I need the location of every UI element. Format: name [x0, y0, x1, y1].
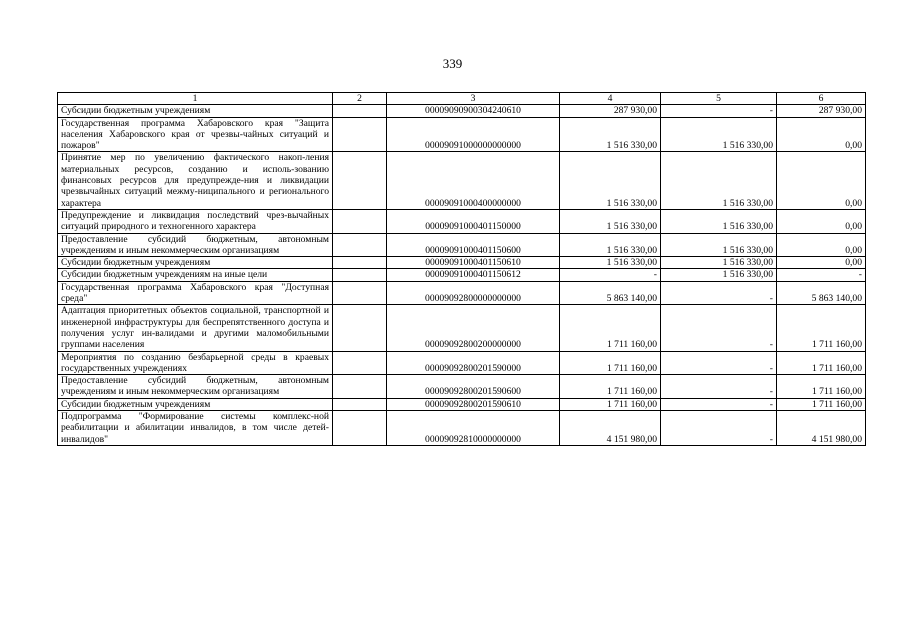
- column-header: 6: [777, 93, 866, 105]
- value-column-5: 1 516 330,00: [661, 117, 777, 152]
- budget-code: 00009091000000000000: [387, 117, 560, 152]
- column-2-cell: [333, 398, 387, 410]
- column-2-cell: [333, 209, 387, 233]
- item-name: Предоставление субсидий бюджетным, автономным учреждениям и иным некоммерческим организациям: [58, 375, 333, 399]
- column-header: 5: [661, 93, 777, 105]
- item-name: Субсидии бюджетным учреждениям: [58, 257, 333, 269]
- value-column-6: -: [777, 269, 866, 281]
- value-column-5: 1 516 330,00: [661, 269, 777, 281]
- column-2-cell: [333, 269, 387, 281]
- budget-table: [57, 92, 866, 446]
- table-header-row: [58, 93, 866, 105]
- budget-code: 00009092800201590600: [387, 375, 560, 399]
- value-column-4: 1 711 160,00: [560, 351, 661, 375]
- column-header: 2: [333, 93, 387, 105]
- value-column-4: 1 516 330,00: [560, 152, 661, 209]
- value-column-5: -: [661, 351, 777, 375]
- value-column-5: 1 516 330,00: [661, 233, 777, 257]
- budget-code: 00009091000400000000: [387, 152, 560, 209]
- item-name: Принятие мер по увеличению фактического накоп-ления материальных ресурсов, созданию и исполь-зованию финансовых ресурсов для предупрежде-ния и ликвидации чрезвычайных ситуаций межму-ниципального и регионального характера: [58, 152, 333, 209]
- table-row: [58, 152, 866, 209]
- budget-code: 00009092810000000000: [387, 411, 560, 446]
- table-row: [58, 105, 866, 117]
- table-row: [58, 351, 866, 375]
- budget-code: 00009091000401150612: [387, 269, 560, 281]
- value-column-6: 4 151 980,00: [777, 411, 866, 446]
- value-column-5: -: [661, 281, 777, 305]
- value-column-4: 4 151 980,00: [560, 411, 661, 446]
- item-name: Государственная программа Хабаровского края "Доступная среда": [58, 281, 333, 305]
- table-row: [58, 305, 866, 351]
- item-name: Государственная программа Хабаровского края "Защита населения Хабаровского края от чрезвы-чайных ситуаций и пожаров": [58, 117, 333, 152]
- table-row: [58, 233, 866, 257]
- item-name: Предупреждение и ликвидация последствий чрез-вычайных ситуаций природного и техногенного характера: [58, 209, 333, 233]
- table-row: [58, 398, 866, 410]
- column-2-cell: [333, 105, 387, 117]
- item-name: Подпрограмма "Формирование системы комплекс-ной реабилитации и абилитации инвалидов, в том числе детей-инвалидов": [58, 411, 333, 446]
- item-name: Субсидии бюджетным учреждениям: [58, 398, 333, 410]
- budget-code: 00009091000401150600: [387, 233, 560, 257]
- column-2-cell: [333, 233, 387, 257]
- value-column-4: 5 863 140,00: [560, 281, 661, 305]
- value-column-5: -: [661, 375, 777, 399]
- value-column-5: -: [661, 105, 777, 117]
- column-2-cell: [333, 152, 387, 209]
- value-column-5: 1 516 330,00: [661, 152, 777, 209]
- budget-code: 00009092800201590610: [387, 398, 560, 410]
- column-header: 1: [58, 93, 333, 105]
- column-header: 4: [560, 93, 661, 105]
- column-2-cell: [333, 257, 387, 269]
- value-column-4: 1 516 330,00: [560, 233, 661, 257]
- table-row: [58, 281, 866, 305]
- page-number: 339: [442, 56, 463, 71]
- budget-code: 00009092800201590000: [387, 351, 560, 375]
- value-column-5: 1 516 330,00: [661, 209, 777, 233]
- value-column-4: -: [560, 269, 661, 281]
- budget-code: 00009092800200000000: [387, 305, 560, 351]
- budget-code: 00009091000401150000: [387, 209, 560, 233]
- value-column-6: 0,00: [777, 233, 866, 257]
- value-column-6: 0,00: [777, 209, 866, 233]
- value-column-4: 1 516 330,00: [560, 257, 661, 269]
- value-column-5: -: [661, 398, 777, 410]
- item-name: Субсидии бюджетным учреждениям на иные цели: [58, 269, 333, 281]
- value-column-5: -: [661, 305, 777, 351]
- value-column-4: 287 930,00: [560, 105, 661, 117]
- column-2-cell: [333, 351, 387, 375]
- value-column-6: 5 863 140,00: [777, 281, 866, 305]
- value-column-6: 1 711 160,00: [777, 375, 866, 399]
- value-column-6: 0,00: [777, 117, 866, 152]
- value-column-5: 1 516 330,00: [661, 257, 777, 269]
- table-row: [58, 117, 866, 152]
- value-column-4: 1 516 330,00: [560, 209, 661, 233]
- table-row: [58, 209, 866, 233]
- value-column-4: 1 711 160,00: [560, 375, 661, 399]
- column-2-cell: [333, 117, 387, 152]
- value-column-6: 287 930,00: [777, 105, 866, 117]
- value-column-4: 1 711 160,00: [560, 398, 661, 410]
- budget-code: 00009092800000000000: [387, 281, 560, 305]
- table-row: [58, 269, 866, 281]
- value-column-4: 1 711 160,00: [560, 305, 661, 351]
- value-column-6: 1 711 160,00: [777, 305, 866, 351]
- column-2-cell: [333, 281, 387, 305]
- column-header: 3: [387, 93, 560, 105]
- value-column-5: -: [661, 411, 777, 446]
- column-2-cell: [333, 375, 387, 399]
- column-2-cell: [333, 411, 387, 446]
- value-column-4: 1 516 330,00: [560, 117, 661, 152]
- item-name: Адаптация приоритетных объектов социальной, транспортной и инженерной инфраструктуры для беспрепятственного доступа и получения услуг ин-валидами и другими маломобильными группами населения: [58, 305, 333, 351]
- table-row: [58, 375, 866, 399]
- column-2-cell: [333, 305, 387, 351]
- value-column-6: 0,00: [777, 257, 866, 269]
- budget-code: 00009091000401150610: [387, 257, 560, 269]
- item-name: Мероприятия по созданию безбарьерной среды в краевых государственных учреждениях: [58, 351, 333, 375]
- table-row: [58, 411, 866, 446]
- value-column-6: 1 711 160,00: [777, 351, 866, 375]
- value-column-6: 1 711 160,00: [777, 398, 866, 410]
- item-name: Субсидии бюджетным учреждениям: [58, 105, 333, 117]
- item-name: Предоставление субсидий бюджетным, автономным учреждениям и иным некоммерческим организациям: [58, 233, 333, 257]
- table-row: [58, 257, 866, 269]
- value-column-6: 0,00: [777, 152, 866, 209]
- budget-code: 00009090900304240610: [387, 105, 560, 117]
